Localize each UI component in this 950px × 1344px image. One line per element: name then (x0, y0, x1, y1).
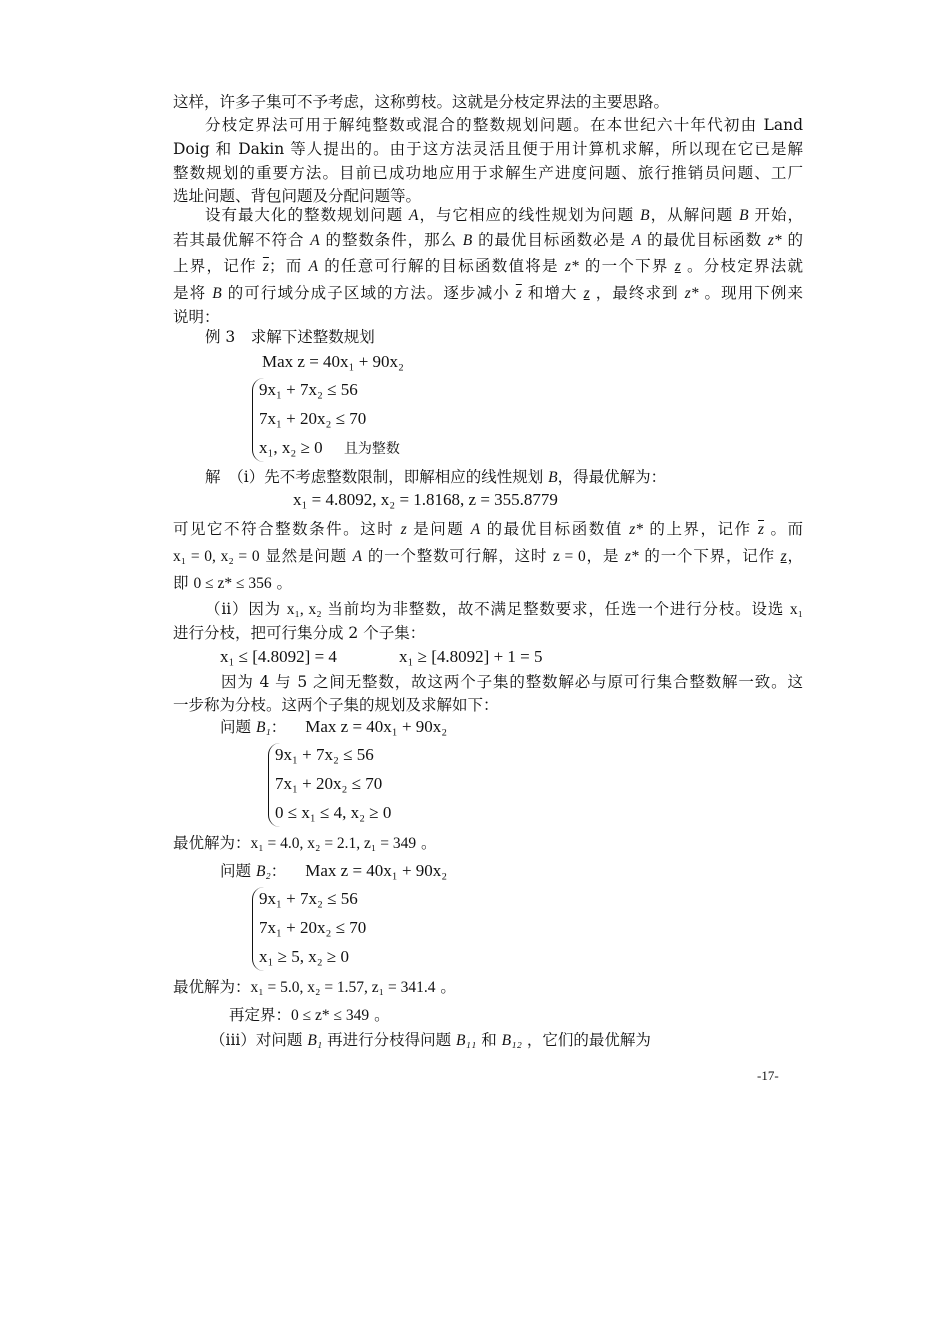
solution-line-3: x₁ = 0, x₂ = 0 显然是问题 A 的一个整数可行解，这时 z = 0，是 z* 的一个下界，记作 z， (173, 547, 803, 565)
solution-step-1: 解 （i）先不考虑整数限制，即解相应的线性规划 B，得最优解为： (205, 468, 667, 486)
page-number: -17- (757, 1068, 779, 1083)
example-title: 例 3 求解下述整数规划 (205, 328, 375, 346)
solution-step-2-line-1: （ii）因为 x₁, x₂ 当前均为非整数，故不满足整数要求，任选一个进行分枝。设选 x₁ (205, 600, 804, 618)
paragraph-3-line-1: 设有最大化的整数规划问题 A，与它相应的线性规划为问题 B，从解问题 B 开始， (205, 206, 803, 224)
problem-b2-constraint-1: 9x₁ + 7x₂ ≤ 56 (259, 889, 358, 908)
problem-b1-constraint-1: 9x₁ + 7x₂ ≤ 56 (275, 745, 374, 764)
problem-b1-header: 问题 B₁： Max z = 40x₁ + 90x₂ (220, 717, 448, 736)
paragraph-3-line-3: 上界，记作 $\overline{z}$；而 A 的任意可行解的目标函数值将是 z* 的一个下界 z 。分枝定界法就 (173, 257, 803, 275)
paragraph-2-line-1: 分枝定界法可用于解纯整数或混合的整数规划问题。在本世纪六十年代初由 Land (205, 116, 803, 134)
problem-b1-constraints (268, 743, 469, 827)
paragraph-3-line-5: 说明： (173, 308, 220, 326)
solution-line-4: 即 0 ≤ z* ≤ 356 。 (173, 574, 293, 592)
problem-b1-constraint-2: 7x₁ + 20x₂ ≤ 70 (275, 774, 383, 793)
problem-b2-constraint-3: x₁ ≥ 5, x₂ ≥ 0 (259, 947, 350, 966)
paragraph-1: 这样，许多子集可不予考虑，这称剪枝。这就是分枝定界法的主要思路。 (173, 93, 670, 111)
paragraph-2-line-2: Doig 和 Dakin 等人提出的。由于这方法灵活且便于用计算机求解，所以现在它已是解 (173, 140, 803, 158)
problem-b1-optimum: 最优解为：x₁ = 4.0, x₂ = 2.1, z₁ = 349 。 (173, 834, 437, 852)
solution-step-2-line-2: 进行分枝，把可行集分成 2 个子集： (173, 624, 426, 642)
paragraph-2-line-3: 整数规划的重要方法。目前已成功地应用于求解生产进度问题、旅行推销员问题、工厂 (173, 164, 803, 182)
solution-step-2-line-4: 一步称为分枝。这两个子集的规划及求解如下： (173, 696, 499, 714)
example-constraint-2: 7x₁ + 20x₂ ≤ 70 (259, 409, 367, 428)
example-objective: Max z = 40x₁ + 90x₂ (262, 352, 404, 371)
solution-step-2-line-3: 因为 4 与 5 之间无整数，故这两个子集的整数解必与原可行集合整数解一致。这 (221, 673, 803, 691)
example-constraint-3: x₁, x₂ ≥ 0 且为整数 (259, 438, 400, 457)
problem-b1-constraint-3: 0 ≤ x₁ ≤ 4, x₂ ≥ 0 (275, 803, 392, 822)
solution-line-2: 可见它不符合整数条件。这时 z 是问题 A 的最优目标函数值 z* 的上界，记作 $\overline{z}$ 。而 (173, 520, 803, 538)
example-constraints (252, 378, 453, 462)
rebound-line: 再定界：0 ≤ z* ≤ 349 。 (229, 1006, 390, 1024)
branch-constraint-1: x₁ ≤ [4.8092] = 4 (220, 647, 337, 666)
example-constraint-1: 9x₁ + 7x₂ ≤ 56 (259, 380, 358, 399)
solution-step-3: （iii）对问题 B₁ 再进行分枝得问题 B₁₁ 和 B₁₂ ，它们的最优解为 (210, 1031, 651, 1049)
paragraph-3-line-4: 是将 B 的可行域分成子区域的方法。逐步减小 $\overline{z}$ 和增大 z ，最终求到 z* 。现用下例来 (173, 284, 803, 302)
paragraph-2-line-4: 选址问题、背包问题及分配问题等。 (173, 187, 422, 205)
branch-constraint-2: x₁ ≥ [4.8092] + 1 = 5 (399, 647, 543, 666)
problem-b2-constraint-2: 7x₁ + 20x₂ ≤ 70 (259, 918, 367, 937)
lp-optimal-solution: x₁ = 4.8092, x₂ = 1.8168, z = 355.8779 (293, 490, 558, 509)
problem-b2-optimum: 最优解为：x₁ = 5.0, x₂ = 1.57, z₁ = 341.4 。 (173, 978, 456, 996)
paragraph-3-line-2: 若其最优解不符合 A 的整数条件，那么 B 的最优目标函数必是 A 的最优目标函数 z* 的 (173, 231, 804, 249)
problem-b2-constraints (252, 887, 453, 971)
problem-b2-header: 问题 B₂： Max z = 40x₁ + 90x₂ (220, 861, 448, 880)
